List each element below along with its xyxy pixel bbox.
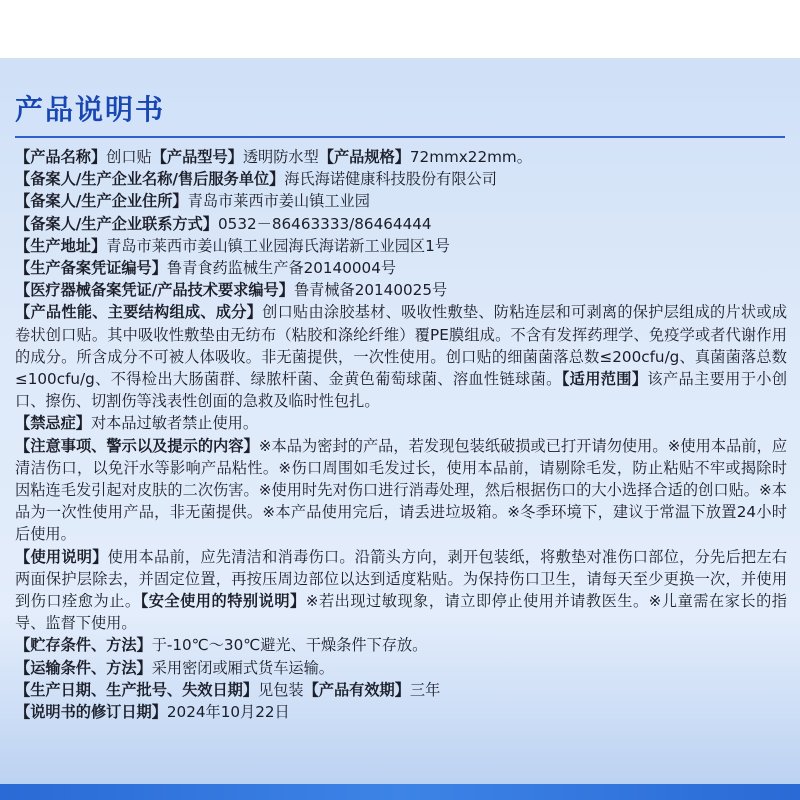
field-value: 海氏海诺健康科技股份有限公司 bbox=[284, 170, 497, 189]
top-background bbox=[0, 0, 800, 58]
info-paragraph bbox=[15, 190, 787, 212]
field-label: 【贮存条件、方法】 bbox=[15, 636, 152, 655]
instruction-body bbox=[15, 146, 787, 723]
field-value: 三年 bbox=[409, 680, 441, 699]
field-label: 【禁忌症】 bbox=[15, 414, 91, 433]
info-paragraph bbox=[15, 301, 787, 412]
field-value: 2024年10月22日 bbox=[166, 703, 290, 722]
title-divider bbox=[15, 136, 785, 138]
field-label: 【生产备案凭证编号】 bbox=[15, 259, 167, 278]
field-label: 【安全使用的特别说明】 bbox=[140, 592, 306, 611]
field-label: 【产品型号】 bbox=[151, 148, 243, 166]
field-value: 采用密闭或厢式货车运输。 bbox=[151, 658, 334, 677]
info-paragraph bbox=[15, 412, 787, 434]
field-value: 创口贴 bbox=[106, 148, 152, 166]
field-label: 【适用范围】 bbox=[561, 370, 648, 389]
field-label: 【产品有效期】 bbox=[303, 680, 410, 699]
info-paragraph bbox=[15, 634, 787, 656]
info-paragraph bbox=[15, 235, 787, 257]
field-label: 【产品规格】 bbox=[318, 148, 410, 166]
info-paragraph bbox=[15, 546, 787, 635]
field-label: 【生产日期、生产批号、失效日期】 bbox=[15, 680, 258, 699]
field-value: 青岛市莱西市姜山镇工业园 bbox=[187, 192, 370, 211]
field-label: 【备案人/生产企业名称/售后服务单位】 bbox=[15, 170, 285, 189]
field-value: 创口贴由涂胶基材、吸收性敷垫、防粘连层和可剥离的保护层组成的片状或成卷状创口贴。其中吸收性敷垫由无纺布（粘胶和涤纶纤维）覆PE膜组成。不含有发挥药理学、免疫学或者代谢作用的成分。所含成分不可被人体吸收。非无菌提供，一次性使用。创口贴的细菌菌落总数≤200cfu/g、真菌菌落总数≤100cfu/g、不得检出大肠菌群、绿脓杆菌、金黄色葡萄球菌、溶血性链球菌。 bbox=[15, 303, 788, 389]
field-value: 该产品主要用于小创口、擦伤、切割伤等浅表性创面的急救及临时性包扎。 bbox=[15, 370, 788, 411]
field-label: 【医疗器械备案凭证/产品技术要求编号】 bbox=[15, 281, 294, 300]
info-paragraph bbox=[15, 168, 787, 190]
field-value: ※若出现过敏现象，请立即停止使用并请教医生。※儿童需在家长的指导、监督下使用。 bbox=[15, 592, 787, 633]
field-value: 鲁青械备20140025号 bbox=[293, 281, 448, 300]
field-value: 于-10℃～30℃避光、干燥条件下存放。 bbox=[151, 636, 428, 655]
info-paragraph bbox=[15, 435, 787, 546]
field-value: ※本品为密封的产品，若发现包装纸破损或已打开请勿使用。※使用本品前，应清洁伤口，以免汗水等影响产品粘性。※伤口周围如毛发过长，使用本品前，请剔除毛发，防止粘贴不牢或揭除时因粘连毛发引起对皮肤的二次伤害。※使用时先对伤口进行消毒处理，然后根据伤口的大小选择合适的创口贴。※本品为一次性使用产品，非无菌提供。※本产品使用完后，请丢进垃圾箱。※冬季环境下，建议于常温下放置24小时后使用。 bbox=[15, 436, 788, 544]
page-title: 产品说明书 bbox=[15, 93, 166, 126]
field-label: 【备案人/生产企业住所】 bbox=[15, 192, 188, 211]
info-paragraph bbox=[15, 701, 787, 723]
bottom-accent-bar bbox=[0, 784, 800, 800]
field-label: 【产品名称】 bbox=[15, 148, 107, 166]
field-label: 【备案人/生产企业联系方式】 bbox=[15, 214, 218, 233]
info-paragraph bbox=[15, 657, 787, 679]
field-value: 对本品过敏者禁止使用。 bbox=[90, 414, 258, 433]
field-label: 【说明书的修订日期】 bbox=[15, 703, 167, 722]
field-value: 透明防水型 bbox=[242, 148, 319, 166]
field-label: 【使用说明】 bbox=[15, 547, 108, 566]
field-value: 72mmx22mm。 bbox=[409, 148, 532, 166]
field-value: 使用本品前，应先清洁和消毒伤口。沿箭头方向，剥开包装纸，将敷垫对准伤口部位，分先后把左右两面保护层除去，并固定位置，再按压周边部位以达到适度粘贴。为保持伤口卫生，请每天至少更换一次，并使用到伤口痊愈为止。 bbox=[15, 547, 788, 611]
field-label: 【产品性能、主要结构组成、成分】 bbox=[15, 303, 263, 322]
field-value: 见包装 bbox=[258, 680, 304, 699]
info-paragraph bbox=[15, 279, 787, 301]
info-paragraph bbox=[15, 257, 787, 279]
field-label: 【运输条件、方法】 bbox=[15, 658, 152, 677]
field-label: 【生产地址】 bbox=[15, 236, 107, 255]
info-paragraph bbox=[15, 146, 787, 168]
field-value: 青岛市莱西市姜山镇工业园海氏海诺新工业园区1号 bbox=[106, 236, 450, 255]
info-paragraph bbox=[15, 679, 787, 701]
field-value: 鲁青食药监械生产备20140004号 bbox=[166, 259, 397, 278]
field-value: 0532－86463333/86464444 bbox=[218, 214, 432, 233]
info-paragraph bbox=[15, 213, 787, 235]
field-label: 【注意事项、警示以及提示的内容】 bbox=[15, 436, 259, 455]
